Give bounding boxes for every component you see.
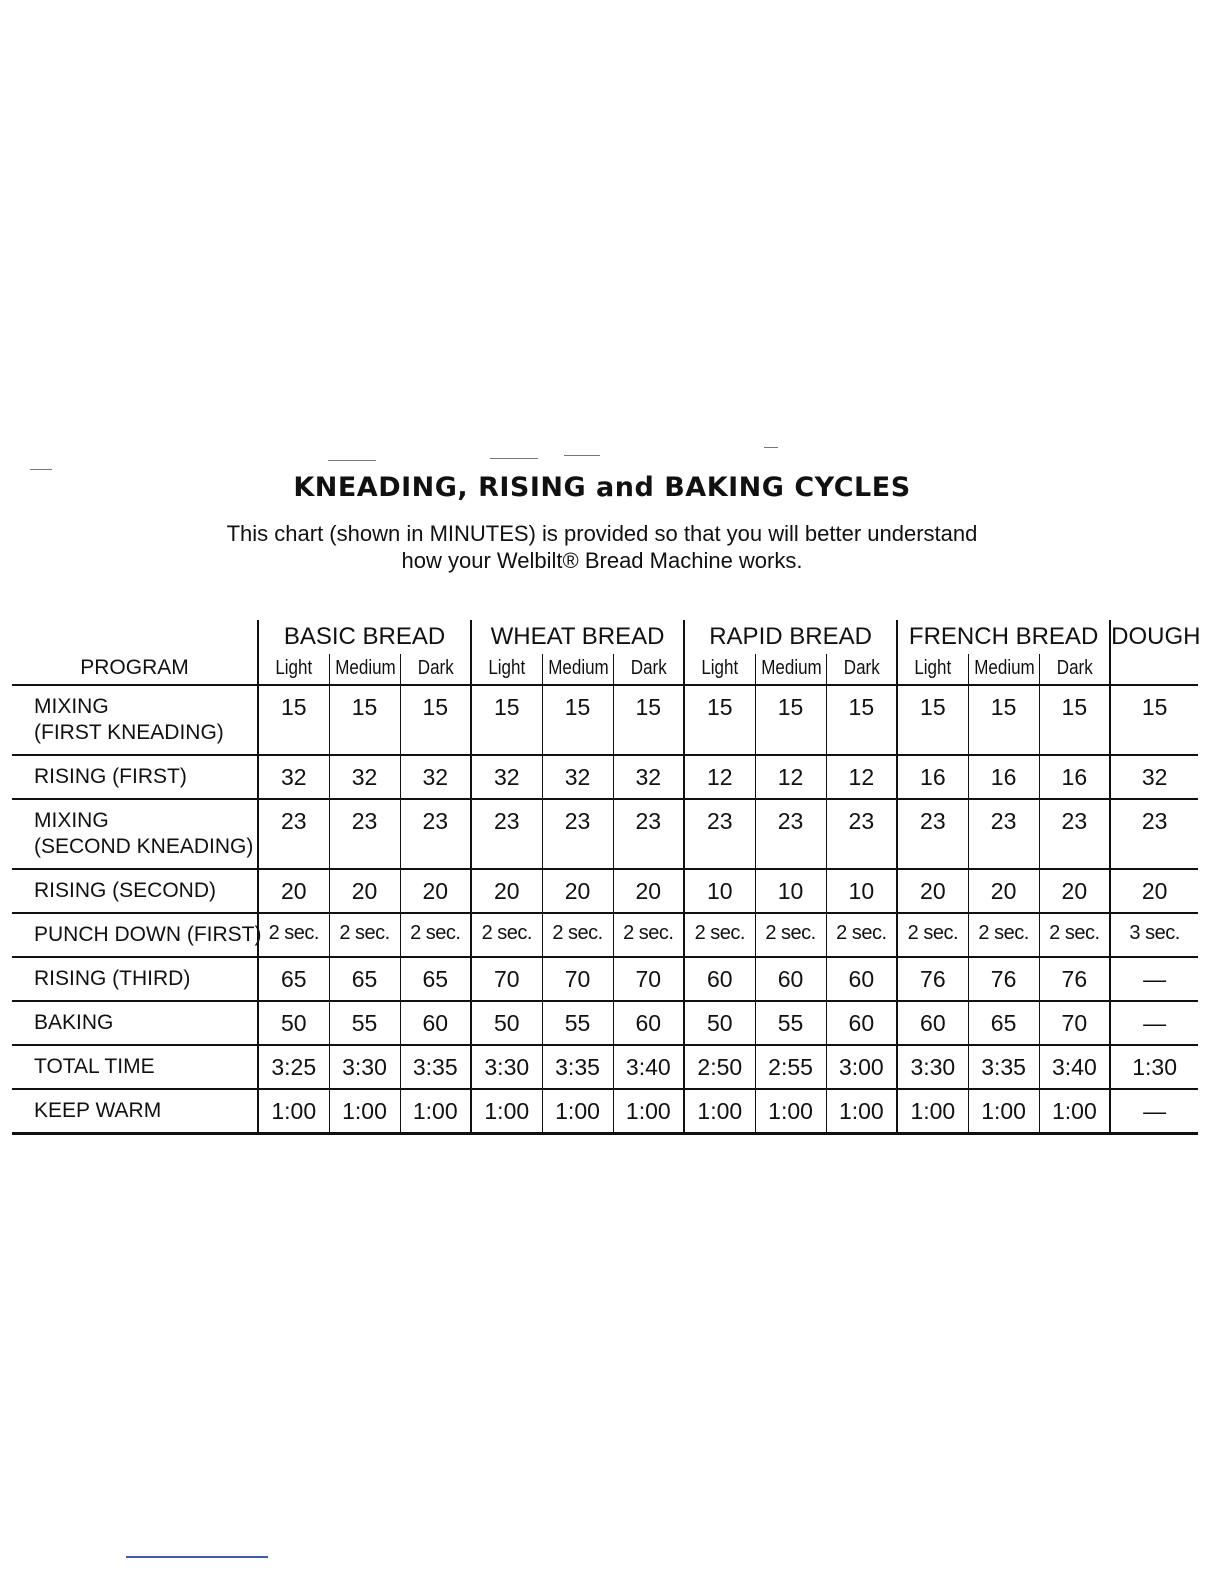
table-cell: 3:40 xyxy=(1039,1045,1110,1089)
table-cell: 1:00 xyxy=(329,1089,400,1134)
shade-header-dark: Dark xyxy=(1039,654,1110,685)
table-cell: 15 xyxy=(684,685,755,755)
table-cell: 1:30 xyxy=(1110,1045,1198,1089)
row-label-line-1: RISING (THIRD) xyxy=(34,967,191,990)
table-cell: 32 xyxy=(400,755,471,799)
group-header-wheat: WHEAT BREAD xyxy=(471,620,684,654)
table-cell: 23 xyxy=(755,799,826,869)
table-cell: 3:35 xyxy=(968,1045,1039,1089)
table-cell: 1:00 xyxy=(1039,1089,1110,1134)
group-header-rapid: RAPID BREAD xyxy=(684,620,897,654)
table-cell: 20 xyxy=(968,869,1039,913)
shade-header-dark: Dark xyxy=(826,654,897,685)
group-header-french: FRENCH BREAD xyxy=(897,620,1110,654)
table-cell: 12 xyxy=(755,755,826,799)
table-cell: 1:00 xyxy=(613,1089,684,1134)
table-cell: — xyxy=(1110,1001,1198,1045)
scan-mark xyxy=(764,447,778,448)
table-cell: 2 sec. xyxy=(1039,913,1110,957)
table-row xyxy=(12,869,1198,913)
row-label xyxy=(12,869,258,913)
table-cell: 23 xyxy=(471,799,542,869)
table-cell: 10 xyxy=(826,869,897,913)
row-label-line-1: TOTAL TIME xyxy=(34,1055,155,1078)
table-cell: 3:30 xyxy=(329,1045,400,1089)
table-cell: 60 xyxy=(613,1001,684,1045)
group-header-dough: DOUGH xyxy=(1110,620,1198,685)
shade-header-dark: Dark xyxy=(613,654,684,685)
program-header: PROGRAM xyxy=(12,620,258,685)
table-cell: 20 xyxy=(258,869,329,913)
table-cell: 50 xyxy=(258,1001,329,1045)
table-cell: 60 xyxy=(826,1001,897,1045)
table-cell: 65 xyxy=(258,957,329,1001)
table-cell: 32 xyxy=(613,755,684,799)
table-cell: 2 sec. xyxy=(684,913,755,957)
table-cell: 1:00 xyxy=(897,1089,968,1134)
table-cell: 60 xyxy=(826,957,897,1001)
table-cell: 3:30 xyxy=(897,1045,968,1089)
subtitle-line-2: how your Welbilt® Bread Machine works. xyxy=(401,548,803,573)
table-cell: 2 sec. xyxy=(471,913,542,957)
table-cell: 2 sec. xyxy=(968,913,1039,957)
table-cell: 32 xyxy=(1110,755,1198,799)
table-cell: 32 xyxy=(258,755,329,799)
table-cell: 15 xyxy=(329,685,400,755)
row-label-line-1: MIXING xyxy=(34,809,109,832)
table-cell: 23 xyxy=(968,799,1039,869)
table-row xyxy=(12,957,1198,1001)
table-cell: 23 xyxy=(613,799,684,869)
table-cell: 76 xyxy=(968,957,1039,1001)
row-label xyxy=(12,1045,258,1089)
table-cell: 1:00 xyxy=(542,1089,613,1134)
table-cell: 20 xyxy=(897,869,968,913)
table-cell: 2 sec. xyxy=(258,913,329,957)
shade-header-dark: Dark xyxy=(400,654,471,685)
table-row xyxy=(12,1089,1198,1134)
table-body xyxy=(12,685,1198,1134)
table-cell: 23 xyxy=(329,799,400,869)
cycles-table xyxy=(12,620,1201,1135)
group-header-basic: BASIC BREAD xyxy=(258,620,471,654)
table-cell: 23 xyxy=(897,799,968,869)
table-cell: 70 xyxy=(1039,1001,1110,1045)
table-cell: 65 xyxy=(329,957,400,1001)
table-cell: 23 xyxy=(258,799,329,869)
row-label xyxy=(12,957,258,1001)
table-cell: 20 xyxy=(1039,869,1110,913)
table-cell: 20 xyxy=(613,869,684,913)
row-label xyxy=(12,1089,258,1134)
table-cell: 1:00 xyxy=(826,1089,897,1134)
table-cell: 3 sec. xyxy=(1110,913,1198,957)
table-cell: 3:40 xyxy=(613,1045,684,1089)
table-cell: 20 xyxy=(329,869,400,913)
table-row xyxy=(12,1001,1198,1045)
table-cell: 15 xyxy=(400,685,471,755)
table-cell: 23 xyxy=(400,799,471,869)
table-row xyxy=(12,1045,1198,1089)
table-cell: 20 xyxy=(471,869,542,913)
table-cell: 15 xyxy=(755,685,826,755)
table-cell: 23 xyxy=(684,799,755,869)
table-cell: 16 xyxy=(1039,755,1110,799)
table-cell: 76 xyxy=(1039,957,1110,1001)
table-cell: 20 xyxy=(542,869,613,913)
table-cell: 1:00 xyxy=(400,1089,471,1134)
table-cell: 15 xyxy=(897,685,968,755)
table-cell: 23 xyxy=(1110,799,1198,869)
table-cell: 10 xyxy=(684,869,755,913)
row-label xyxy=(12,799,258,869)
shade-header-medium: Medium xyxy=(968,654,1039,685)
table-cell: 2 sec. xyxy=(897,913,968,957)
table-cell: 55 xyxy=(542,1001,613,1045)
table-cell: — xyxy=(1110,1089,1198,1134)
row-label-line-1: RISING (SECOND) xyxy=(34,879,217,902)
row-label-line-2: (FIRST KNEADING) xyxy=(34,721,224,744)
table-row xyxy=(12,755,1198,799)
row-label xyxy=(12,1001,258,1045)
table-cell: 3:35 xyxy=(400,1045,471,1089)
shade-header-medium: Medium xyxy=(755,654,826,685)
table-cell: 3:30 xyxy=(471,1045,542,1089)
row-label-line-1: PUNCH DOWN (FIRST) xyxy=(34,923,262,946)
table-cell: 15 xyxy=(258,685,329,755)
table-cell: 2 sec. xyxy=(542,913,613,957)
table-cell: 15 xyxy=(968,685,1039,755)
table-cell: 60 xyxy=(400,1001,471,1045)
shade-header-light: Light xyxy=(258,654,329,685)
table-cell: 2 sec. xyxy=(400,913,471,957)
table-cell: 70 xyxy=(613,957,684,1001)
table-cell: 15 xyxy=(826,685,897,755)
table-cell: 55 xyxy=(329,1001,400,1045)
footer-rule xyxy=(126,1556,268,1558)
table-cell: 23 xyxy=(542,799,613,869)
row-label xyxy=(12,755,258,799)
table-cell: 12 xyxy=(684,755,755,799)
table-row xyxy=(12,913,1198,957)
subtitle xyxy=(0,520,1204,574)
table-row xyxy=(12,685,1198,755)
table-cell: 32 xyxy=(329,755,400,799)
table-cell: 2 sec. xyxy=(826,913,897,957)
scan-mark xyxy=(564,455,600,456)
table-cell: 1:00 xyxy=(258,1089,329,1134)
table-cell: 15 xyxy=(1039,685,1110,755)
table-cell: 10 xyxy=(755,869,826,913)
table-cell: 23 xyxy=(826,799,897,869)
group-header-row xyxy=(12,620,1198,654)
table-cell: 15 xyxy=(1110,685,1198,755)
table-cell: 15 xyxy=(613,685,684,755)
table-cell: 65 xyxy=(400,957,471,1001)
table-cell: 2 sec. xyxy=(329,913,400,957)
scan-mark xyxy=(490,458,538,459)
table-cell: 60 xyxy=(755,957,826,1001)
table-cell: 50 xyxy=(471,1001,542,1045)
table-cell: 3:25 xyxy=(258,1045,329,1089)
table-cell: 70 xyxy=(471,957,542,1001)
table-cell: 2:55 xyxy=(755,1045,826,1089)
table-cell: 32 xyxy=(542,755,613,799)
row-label xyxy=(12,913,262,957)
shade-header-medium: Medium xyxy=(329,654,400,685)
table-cell: 1:00 xyxy=(471,1089,542,1134)
table-cell: 20 xyxy=(1110,869,1198,913)
table-row xyxy=(12,799,1198,869)
table-cell: 15 xyxy=(542,685,613,755)
table-cell: 20 xyxy=(400,869,471,913)
table-cell: 2 sec. xyxy=(613,913,684,957)
table-cell: 60 xyxy=(897,1001,968,1045)
table-cell: 3:00 xyxy=(826,1045,897,1089)
table-cell: 16 xyxy=(897,755,968,799)
table-cell: 60 xyxy=(684,957,755,1001)
table-cell: 1:00 xyxy=(684,1089,755,1134)
table-cell: 12 xyxy=(826,755,897,799)
table-cell: 55 xyxy=(755,1001,826,1045)
row-label-line-1: RISING (FIRST) xyxy=(34,765,187,788)
row-label xyxy=(12,685,258,755)
shade-header-light: Light xyxy=(684,654,755,685)
table-cell: 70 xyxy=(542,957,613,1001)
row-label-line-1: MIXING xyxy=(34,695,109,718)
shade-header-light: Light xyxy=(471,654,542,685)
table-cell: 76 xyxy=(897,957,968,1001)
table-cell: 1:00 xyxy=(755,1089,826,1134)
table-cell: 65 xyxy=(968,1001,1039,1045)
table-cell: 2:50 xyxy=(684,1045,755,1089)
table-cell: 1:00 xyxy=(968,1089,1039,1134)
table-cell: 23 xyxy=(1039,799,1110,869)
table-cell: 16 xyxy=(968,755,1039,799)
table-cell: 50 xyxy=(684,1001,755,1045)
table-cell: 15 xyxy=(471,685,542,755)
page-title: KNEADING, RISING and BAKING CYCLES xyxy=(293,472,911,503)
scan-mark xyxy=(328,460,376,461)
table-cell: 2 sec. xyxy=(755,913,826,957)
scan-mark xyxy=(30,469,52,470)
row-label-line-1: BAKING xyxy=(34,1011,114,1034)
table-cell: — xyxy=(1110,957,1198,1001)
row-label-line-1: KEEP WARM xyxy=(34,1099,162,1122)
subtitle-line-1: This chart (shown in MINUTES) is provided so that you will better understand xyxy=(226,521,978,546)
table-cell: 32 xyxy=(471,755,542,799)
shade-header-medium: Medium xyxy=(542,654,613,685)
row-label-line-2: (SECOND KNEADING) xyxy=(34,835,254,858)
table-cell: 3:35 xyxy=(542,1045,613,1089)
shade-header-light: Light xyxy=(897,654,968,685)
